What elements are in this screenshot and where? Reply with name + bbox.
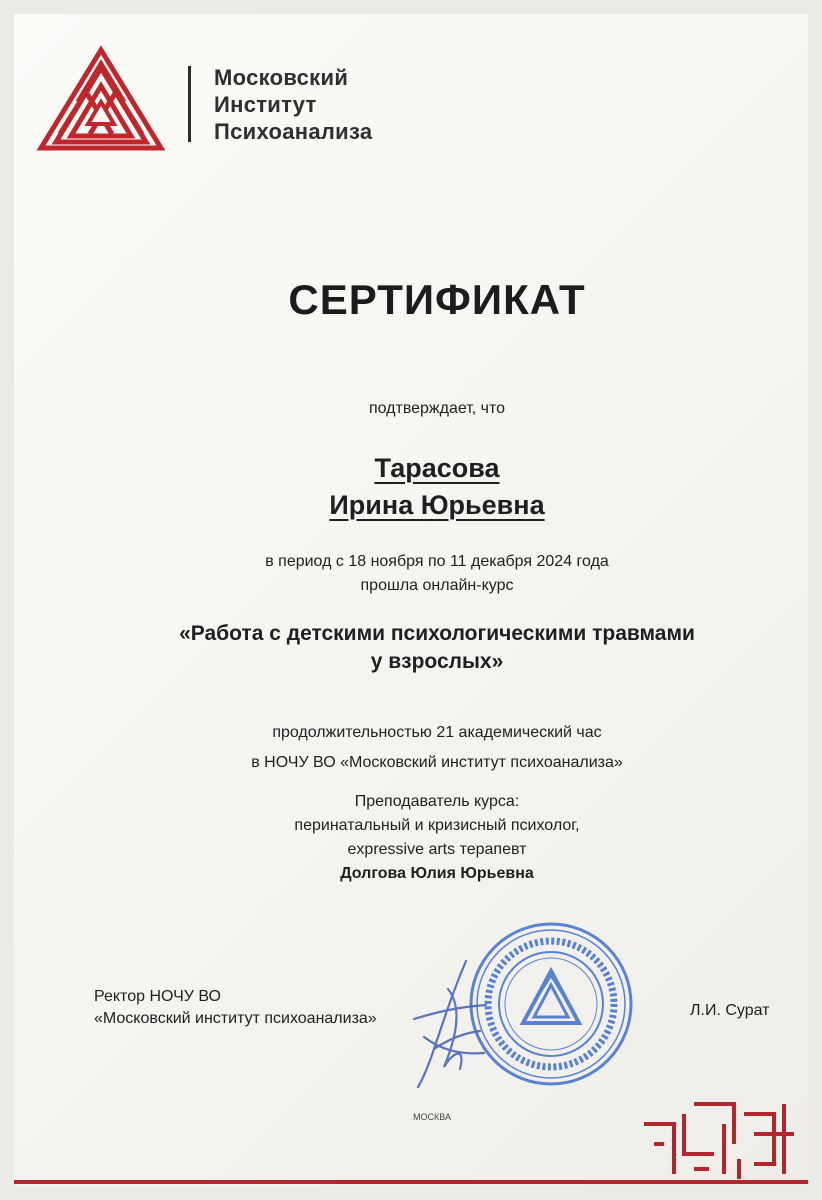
course-title: [14, 620, 822, 676]
institute-name-line2: Институт: [214, 92, 317, 117]
institute-name-line3: Психоанализа: [214, 119, 373, 144]
recipient-surname: Тарасова: [374, 453, 500, 483]
rector-line1: Ректор НОЧУ ВО: [94, 988, 221, 1005]
teacher-block: [14, 790, 822, 886]
decorative-pattern: [634, 1094, 804, 1189]
handwritten-signature-icon: [394, 949, 514, 1099]
course-type: прошла онлайн-курс: [360, 577, 514, 594]
bottom-red-line: [14, 1180, 822, 1184]
rector-title: [94, 986, 377, 1030]
recipient-given-name: Ирина Юрьевна: [329, 490, 545, 520]
certificate-title: СЕРТИФИКАТ: [288, 276, 586, 323]
confirms-text: подтверждает, что: [368, 400, 506, 417]
institute-name: [214, 64, 372, 145]
period-dates: в период с 18 ноября по 11 декабря 2024 года: [265, 553, 609, 570]
maze-pattern-icon: [634, 1094, 804, 1184]
course-title-line2: у взрослых»: [370, 650, 504, 673]
teacher-role1: перинатальный и кризисный психолог,: [294, 817, 580, 834]
rector-signature: [394, 949, 514, 1104]
recipient-name: [14, 450, 822, 524]
institute-logo: [36, 42, 166, 157]
signer-name: Л.И. Сурат: [690, 1002, 770, 1019]
rector-line2: «Московский институт психоанализа»: [94, 1010, 377, 1027]
institute-name-line1: Московский: [214, 65, 349, 90]
right-red-line: [810, 746, 815, 1196]
duration-hours: продолжительностью 21 академический час: [272, 724, 602, 741]
city-label: МОСКВА: [413, 1112, 451, 1122]
teacher-role2: expressive arts терапевт: [347, 841, 527, 858]
teacher-name: Долгова Юлия Юрьевна: [340, 865, 534, 882]
duration-block: [14, 718, 822, 778]
logo-divider: [188, 66, 191, 142]
institution-name: в НОЧУ ВО «Московский институт психоанализа»: [251, 754, 623, 771]
triangle-knot-icon: [36, 42, 166, 152]
course-title-line1: «Работа с детскими психологическими травмами: [179, 622, 695, 645]
period-block: [14, 550, 822, 598]
teacher-label: Преподаватель курса:: [354, 793, 520, 810]
